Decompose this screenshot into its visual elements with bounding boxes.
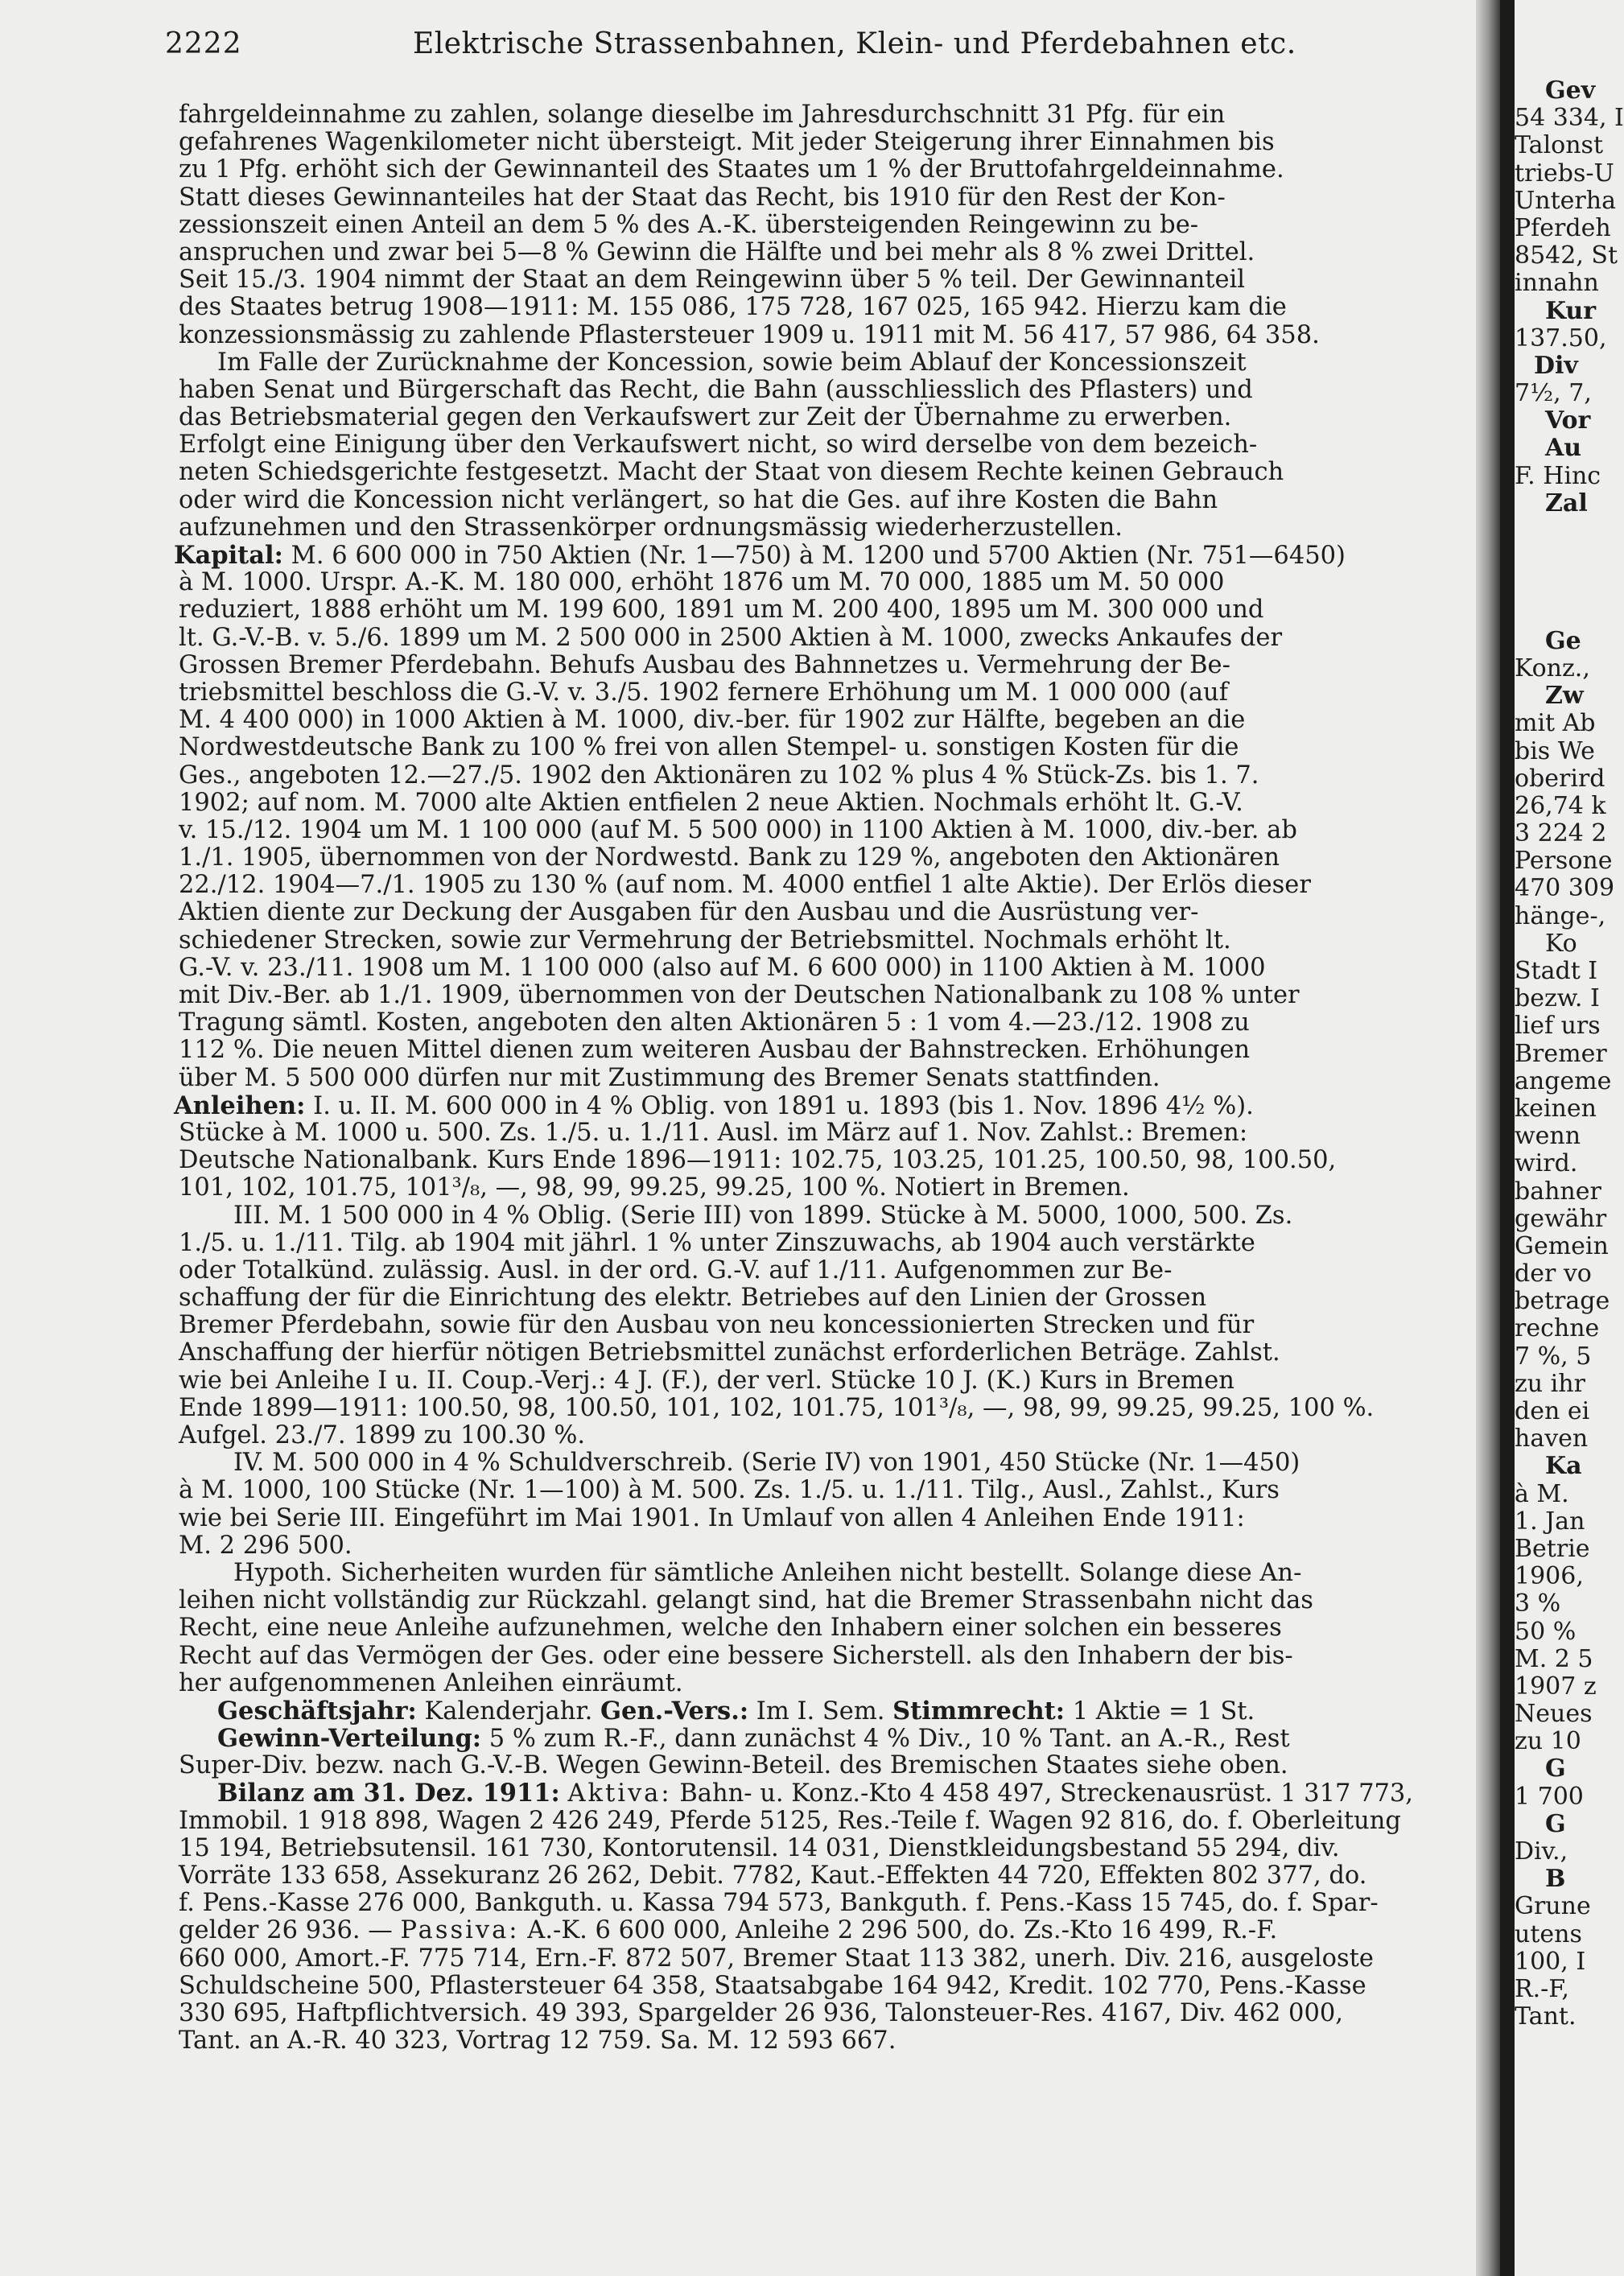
geschaeftsjahr-label: Geschäftsjahr: <box>217 1696 417 1726</box>
text-line: zessionszeit einen Anteil an dem 5 % des A.-K. übersteigenden Reingewinn zu be- <box>179 210 1199 239</box>
kapital-line: Nordwestdeutsche Bank zu 100 % frei von allen Stempel- u. sonstigen Kosten für die <box>179 733 1239 762</box>
text-line: neten Schiedsgerichte festgesetzt. Macht der Staat von diesem Rechte keinen Gebrauch <box>179 458 1284 487</box>
kapital-line: M. 4 400 000) in 1000 Aktien à M. 1000, div.-ber. für 1902 zur Hälfte, begeben an die <box>179 706 1246 735</box>
adjacent-page-line: 1. Jan <box>1515 1507 1585 1536</box>
kapital-line: v. 15./12. 1904 um M. 1 100 000 (auf M. 5 500 000) in 1100 Aktien à M. 1000, div.-ber. ab <box>179 815 1297 844</box>
anleihen-line: Deutsche Nationalbank. Kurs Ende 1896—1911: 102.75, 103.25, 101.25, 100.50, 98, 100.50, <box>179 1146 1337 1175</box>
running-title: Elektrische Strassenbahnen, Klein- und Pferdebahnen etc. <box>413 27 1296 60</box>
anleihen-label: Anleihen: <box>174 1091 306 1120</box>
serie-iii-line: wie bei Anleihe I u. II. Coup.-Verj.: 4 J. (F.), der verl. Stücke 10 J. (K.) Kurs in Bremen <box>179 1366 1234 1395</box>
adjacent-page-line: zu 10 <box>1515 1727 1581 1756</box>
adjacent-page-line: Au <box>1545 434 1582 463</box>
adjacent-page-line: Kur <box>1545 296 1597 325</box>
adjacent-page-line: Stadt I <box>1515 957 1598 985</box>
gewinn-label: Gewinn-Verteilung: <box>217 1724 482 1754</box>
adjacent-page-line: 7½, 7, <box>1515 379 1592 408</box>
serie-iv-line: wie bei Serie III. Eingeführt im Mai 1901. In Umlauf von allen 4 Anleihen Ende 1911: <box>179 1503 1245 1532</box>
adjacent-page-line: bis We <box>1515 736 1595 765</box>
kapital-line: 1./1. 1905, übernommen von der Nordwestd. Bank zu 129 %, angeboten den Aktionären <box>179 843 1280 872</box>
passiva-line: Tant. an A.-R. 40 323, Vortrag 12 759. Sa. M. 12 593 667. <box>179 2027 896 2055</box>
kapital-line: triebsmittel beschloss die G.-V. v. 3./5. 1902 fernere Erhöhung um M. 1 000 000 (auf <box>179 678 1228 707</box>
adjacent-page-line: Talonst <box>1515 131 1603 160</box>
adjacent-page-line: 1907 z <box>1515 1672 1597 1701</box>
text-line: gefahrenes Wagenkilometer nicht übersteigt. Mit jeder Steigerung ihrer Einnahmen bis <box>179 128 1275 157</box>
text-line: fahrgeldeinnahme zu zahlen, solange dieselbe im Jahresdurchschnitt 31 Pfg. für ein <box>179 101 1226 129</box>
adjacent-page-line: Persone <box>1515 847 1613 876</box>
adjacent-page-line: M. 2 5 <box>1515 1644 1593 1673</box>
adjacent-page-line: 470 309 <box>1515 874 1615 903</box>
anleihen-heading-line <box>174 1092 1476 1119</box>
koncession-paragraph <box>179 101 1476 542</box>
binding-shadow <box>1500 0 1515 2276</box>
adjacent-page-line: Ka <box>1545 1452 1582 1481</box>
serie-iii-line: Ende 1899—1911: 100.50, 98, 100.50, 101, 102, 101.75, 101³/₈, —, 98, 99, 99.25, 99.25, 100 %. <box>179 1393 1375 1422</box>
binding-gutter <box>1476 0 1500 2276</box>
adjacent-page-line: 7 %, 5 <box>1515 1342 1592 1371</box>
adjacent-page-line: haven <box>1515 1425 1589 1453</box>
adjacent-page-line: keinen <box>1515 1094 1597 1123</box>
adjacent-page-line <box>1515 517 1610 545</box>
adjacent-page-line: F. Hinc <box>1515 461 1601 490</box>
hypoth-line: Recht auf das Vermögen der Ges. oder eine bessere Sicherstell. als den Inhabern der bis- <box>179 1641 1293 1670</box>
adjacent-page-line: Konz., <box>1515 654 1590 682</box>
aktiva-label: Aktiva: <box>567 1779 672 1808</box>
hypoth-first-line: Hypoth. Sicherheiten wurden für sämtliche Anleihen nicht bestellt. Solange diese An- <box>233 1558 1302 1587</box>
gen-vers-value: Im I. Sem. <box>756 1697 885 1726</box>
hypoth-paragraph <box>179 1587 1476 1697</box>
adjacent-page-line: Div., <box>1515 1837 1568 1866</box>
kapital-line: Ges., angeboten 12.—27./5. 1902 den Aktionären zu 102 % plus 4 % Stück-Zs. bis 1. 7. <box>179 761 1259 790</box>
gewinn-line: Super-Div. bezw. nach G.-V.-B. Wegen Gewinn-Beteil. des Bremischen Staates siehe oben. <box>179 1751 1288 1780</box>
adjacent-page-line: wenn <box>1515 1122 1581 1151</box>
page-number: 2222 <box>165 27 242 60</box>
adjacent-page-line: Tant. <box>1515 2002 1577 2031</box>
adjacent-page-line: zu ihr <box>1515 1369 1585 1398</box>
hypoth-line: Recht, eine neue Anleihe aufzunehmen, welche den Inhabern einer solchen ein besseres <box>179 1614 1282 1643</box>
adjacent-page-line: Bremer <box>1515 1039 1607 1068</box>
adjacent-page-line: rechne <box>1515 1314 1600 1343</box>
kapital-heading-line <box>174 542 1476 569</box>
adjacent-page-line: hänge-, <box>1515 901 1606 930</box>
gewinn-paragraph <box>179 1752 1476 1779</box>
adjacent-page-line: 54 334, I <box>1515 104 1624 133</box>
serie-iv-first-line: IV. M. 500 000 in 4 % Schuldverschreib. (Serie IV) von 1901, 450 Stücke (Nr. 1—450) <box>233 1449 1300 1478</box>
adjacent-page-line: Div <box>1534 351 1578 380</box>
adjacent-page-line: angeme <box>1515 1066 1612 1095</box>
kapital-line: Grossen Bremer Pferdebahn. Behufs Ausbau des Bahnnetzes u. Vermehrung der Be- <box>179 650 1230 679</box>
adjacent-page-line <box>1515 600 1610 628</box>
main-column <box>174 101 1476 2210</box>
gewinn-first-line: 5 % zum R.-F., dann zunächst 4 % Div., 10 % Tant. an A.-R., Rest <box>488 1725 1290 1754</box>
bilanz-passiva-paragraph <box>179 1945 1476 2055</box>
serie-iii-line: oder Totalkünd. zulässig. Ausl. in der ord. G.-V. auf 1./11. Aufgenommen zur Be- <box>179 1256 1173 1284</box>
serie-iii-first-line: III. M. 1 500 000 in 4 % Oblig. (Serie III) von 1899. Stücke à M. 5000, 1000, 500. Zs. <box>233 1201 1293 1230</box>
kapital-line: lt. G.-V.-B. v. 5./6. 1899 um M. 2 500 000 in 2500 Aktien à M. 1000, zwecks Ankaufes der <box>179 623 1283 652</box>
adjacent-page-line: G <box>1545 1754 1566 1783</box>
bilanz-first-line: Bahn- u. Konz.-Kto 4 458 497, Streckenausrüst. 1 317 773, <box>679 1779 1413 1808</box>
text-line: aufzunehmen und den Strassenkörper ordnungsmässig wiederherzustellen. <box>179 513 1123 542</box>
serie-iv-line: M. 2 296 500. <box>179 1531 352 1560</box>
text-line: anspruchen und zwar bei 5—8 % Gewinn die Hälfte und bei mehr als 8 % zwei Drittel. <box>179 237 1255 266</box>
adjacent-page-line: 100, I <box>1515 1947 1586 1976</box>
adjacent-page-line: oberird <box>1515 764 1605 793</box>
anleihen-line: 101, 102, 101.75, 101³/₈, —, 98, 99, 99.25, 99.25, 100 %. Notiert in Bremen. <box>179 1173 1130 1202</box>
kapital-line: 22./12. 1904—7./1. 1905 zu 130 % (auf nom. M. 4000 entfiel 1 alte Aktie). Der Erlös dieser <box>179 871 1311 900</box>
passiva-line: 660 000, Amort.-F. 775 714, Ern.-F. 872 507, Bremer Staat 113 382, unerh. Div. 216, ausgeloste <box>179 1944 1374 1973</box>
adjacent-page-line: Grune <box>1515 1892 1591 1921</box>
bilanz-heading-line <box>179 1779 1476 1807</box>
adjacent-page-line: Betrie <box>1515 1534 1590 1563</box>
stimmrecht-label: Stimmrecht: <box>892 1696 1065 1726</box>
adjacent-page-line <box>1515 545 1610 572</box>
kapital-line: mit Div.-Ber. ab 1./1. 1909, übernommen von der Deutschen Nationalbank zu 108 % unter <box>179 981 1300 1009</box>
text-line: Statt dieses Gewinnanteiles hat der Staat das Recht, bis 1910 für den Rest der Kon- <box>179 183 1226 212</box>
bilanz-line: 15 194, Betriebsutensil. 161 730, Kontorutensil. 14 031, Dienstkleidungsbestand 55 294, div. <box>179 1833 1340 1862</box>
bilanz-line: f. Pens.-Kasse 276 000, Bankguth. u. Kassa 794 573, Bankguth. f. Pens.-Kass 15 745, do. f. Spar- <box>179 1889 1379 1918</box>
adjacent-page-column <box>1515 76 1624 2202</box>
text-line: haben Senat und Bürgerschaft das Recht, die Bahn (ausschliesslich des Pflasters) und <box>179 375 1253 404</box>
serie-iii-line: 1./5. u. 1./11. Tilg. ab 1904 mit jährl. 1 % unter Zinszuwachs, ab 1904 auch verstärkte <box>179 1228 1255 1257</box>
kapital-line: G.-V. v. 23./11. 1908 um M. 1 100 000 (also auf M. 6 600 000) in 1100 Aktien à M. 1000 <box>179 953 1266 982</box>
adjacent-page-line: 26,74 k <box>1515 791 1606 820</box>
adjacent-page-line: der vo <box>1515 1260 1592 1288</box>
text-line: konzessionsmässig zu zahlende Pflastersteuer 1909 u. 1911 mit M. 56 417, 57 986, 64 358. <box>179 320 1320 349</box>
kapital-line: Aktien diente zur Deckung der Ausgaben für den Ausbau und die Ausrüstung ver- <box>179 898 1199 927</box>
kapital-line: reduziert, 1888 erhöht um M. 199 600, 1891 um M. 200 400, 1895 um M. 300 000 und <box>179 596 1264 625</box>
adjacent-page-line: mit Ab <box>1515 709 1596 738</box>
text-line: des Staates betrug 1908—1911: M. 155 086, 175 728, 167 025, 165 942. Hierzu kam die <box>179 293 1287 322</box>
gewinn-heading-line <box>179 1725 1476 1752</box>
adjacent-page-line: Vor <box>1545 406 1591 435</box>
adjacent-page-line: 50 % <box>1515 1617 1577 1646</box>
adjacent-page-line: Zal <box>1545 489 1588 517</box>
adjacent-page-line: Neues <box>1515 1700 1593 1729</box>
adjacent-page-line: 137.50, <box>1515 324 1607 353</box>
adjacent-page-line: triebs-U <box>1515 159 1614 188</box>
geschaeftsjahr-line <box>179 1697 1476 1725</box>
adjacent-page-line: Unterha <box>1515 186 1616 215</box>
serie-iii-line: Anschaffung der hierfür nötigen Betriebsmittel zunächst erforderlichen Beträge. Zahlst. <box>179 1338 1280 1367</box>
adjacent-page-lines <box>1515 76 1624 2031</box>
adjacent-page-line: 3 % <box>1515 1589 1561 1618</box>
adjacent-page-line: bahner <box>1515 1177 1601 1206</box>
text-line: zu 1 Pfg. erhöht sich der Gewinnanteil des Staates um 1 % der Bruttofahrgeldeinnahme. <box>179 155 1284 184</box>
adjacent-page-line: Ge <box>1545 626 1581 655</box>
kapital-line: Tragung sämtl. Kosten, angeboten den alten Aktionären 5 : 1 vom 4.—23./12. 1908 zu <box>179 1008 1250 1037</box>
serie-iii-line: schaffung der für die Einrichtung des elektr. Betriebes auf den Linien der Grossen <box>179 1284 1207 1313</box>
adjacent-page-line: innahn <box>1515 269 1599 298</box>
kapital-line: à M. 1000. Urspr. A.-K. M. 180 000, erhöht 1876 um M. 70 000, 1885 um M. 50 000 <box>179 568 1225 597</box>
adjacent-page-line: Gev <box>1545 76 1596 105</box>
hypoth-line: her aufgenommenen Anleihen einräumt. <box>179 1668 683 1697</box>
kapital-label: Kapital: <box>174 541 283 570</box>
adjacent-page-line: 1 700 <box>1515 1782 1584 1811</box>
gen-vers-label: Gen.-Vers.: <box>600 1696 749 1726</box>
text-line: Seit 15./3. 1904 nimmt der Staat an dem Reingewinn über 5 % teil. Der Gewinnanteil <box>179 266 1246 295</box>
adjacent-page-line: 1906, <box>1515 1562 1584 1591</box>
kapital-line: 112 %. Die neuen Mittel dienen zum weiteren Ausbau der Bahnstrecken. Erhöhungen <box>179 1036 1251 1065</box>
adjacent-page-line: 8542, St <box>1515 241 1618 270</box>
adjacent-page-line: à M. <box>1515 1479 1569 1508</box>
serie-iv-line: à M. 1000, 100 Stücke (Nr. 1—100) à M. 500. Zs. 1./5. u. 1./11. Tilg., Ausl., Zahlst., Kurs <box>179 1476 1280 1505</box>
adjacent-page-line: lief urs <box>1515 1012 1601 1041</box>
adjacent-page-line: wird. <box>1515 1149 1578 1178</box>
passiva-line: 330 695, Haftpflichtversich. 49 393, Spargelder 26 936, Talonsteuer-Res. 4167, Div. 462 000, <box>179 1998 1343 2027</box>
adjacent-page-line: R.-F, <box>1515 1974 1569 2003</box>
geschaeftsjahr-value: Kalenderjahr. <box>424 1697 593 1726</box>
kapital-paragraph <box>179 569 1476 1092</box>
kapital-line: 1902; auf nom. M. 7000 alte Aktien entfielen 2 neue Aktien. Nochmals erhöht lt. G.-V. <box>179 788 1243 817</box>
passiva-line <box>179 1917 1476 1944</box>
bilanz-line: Vorräte 133 658, Assekuranz 26 262, Debit. 7782, Kaut.-Effekten 44 720, Effekten 802 377, do. <box>179 1862 1367 1890</box>
adjacent-page-line: utens <box>1515 1919 1582 1948</box>
page-header <box>165 27 1469 68</box>
stimmrecht-value: 1 Aktie = 1 St. <box>1072 1697 1255 1726</box>
adjacent-page-line: Ko <box>1545 929 1577 958</box>
anleihen-first-line: I. u. II. M. 600 000 in 4 % Oblig. von 1891 u. 1893 (bis 1. Nov. 1896 4½ %). <box>313 1091 1254 1120</box>
adjacent-page-line <box>1515 572 1610 600</box>
adjacent-page-line: G <box>1545 1809 1566 1838</box>
bilanz-label: Bilanz am 31. Dez. 1911: <box>217 1779 560 1808</box>
bilanz-line: Immobil. 1 918 898, Wagen 2 426 249, Pferde 5125, Res.-Teile f. Wagen 92 816, do. f. Oberleitung <box>179 1806 1401 1835</box>
adjacent-page-line: betrage <box>1515 1287 1610 1316</box>
adjacent-page-line: B <box>1545 1865 1566 1894</box>
text-line: das Betriebsmaterial gegen den Verkaufswert zur Zeit der Übernahme zu erwerben. <box>179 403 1232 432</box>
anleihen-paragraph <box>179 1119 1476 1202</box>
adjacent-page-line: Zw <box>1545 682 1584 711</box>
adjacent-page-line: Gemein <box>1515 1231 1609 1260</box>
kapital-line: über M. 5 500 000 dürfen nur mit Zustimmung des Bremer Senats stattfinden. <box>179 1063 1160 1092</box>
adjacent-page-line: 3 224 2 <box>1515 819 1607 848</box>
text-line: Im Falle der Zurücknahme der Koncession, sowie beim Ablauf der Koncessionszeit <box>217 348 1247 377</box>
kapital-line: schiedener Strecken, sowie zur Vermehrung der Betriebsmittel. Nochmals erhöht lt. <box>179 926 1231 955</box>
adjacent-page-line: bezw. I <box>1515 984 1600 1013</box>
serie-iii-paragraph <box>179 1230 1476 1450</box>
text-line: Erfolgt eine Einigung über den Verkaufswert nicht, so wird derselbe von dem bezeich- <box>179 431 1258 460</box>
adjacent-page-line: gewähr <box>1515 1204 1607 1233</box>
adjacent-page-line: Pferdeh <box>1515 213 1611 242</box>
bilanz-aktiva-paragraph <box>179 1808 1476 1918</box>
adjacent-page-line: den ei <box>1515 1397 1590 1425</box>
serie-iii-line: Aufgel. 23./7. 1899 zu 100.30 %. <box>179 1421 586 1449</box>
passiva-first-line: A.-K. 6 600 000, Anleihe 2 296 500, do. Zs.-Kto 16 499, R.-F. <box>527 1916 1278 1945</box>
kapital-first-line: M. 6 600 000 in 750 Aktien (Nr. 1—750) à M. 1200 und 5700 Aktien (Nr. 751—6450) <box>291 542 1346 570</box>
passiva-pre: gelder 26 936. — <box>179 1916 393 1945</box>
hypoth-line: leihen nicht vollständig zur Rückzahl. gelangt sind, hat die Bremer Strassenbahn nicht das <box>179 1586 1313 1615</box>
serie-iii-line: Bremer Pferdebahn, sowie für den Ausbau von neu koncessionierten Strecken und für <box>179 1311 1255 1340</box>
passiva-label: Passiva: <box>400 1916 520 1945</box>
serie-iv-paragraph <box>179 1477 1476 1560</box>
anleihen-line: Stücke à M. 1000 u. 500. Zs. 1./5. u. 1./11. Ausl. im März auf 1. Nov. Zahlst.: Bremen: <box>179 1118 1248 1147</box>
text-line: oder wird die Koncession nicht verlängert, so hat die Ges. auf ihre Kosten die Bahn <box>179 485 1218 514</box>
passiva-line: Schuldscheine 500, Pflastersteuer 64 358, Staatsabgabe 164 942, Kredit. 102 770, Pens.-Kasse <box>179 1971 1366 2000</box>
